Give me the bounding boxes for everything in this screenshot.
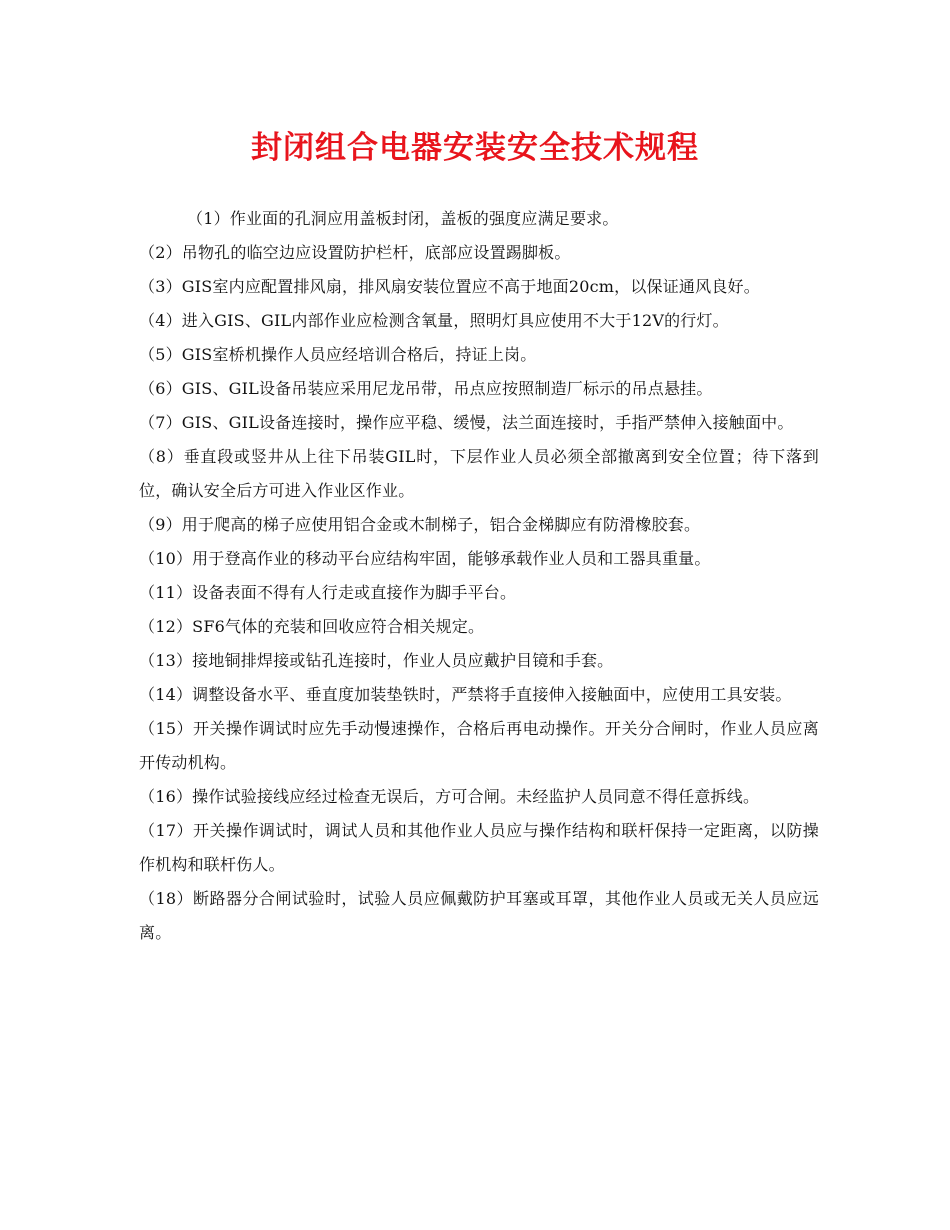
paragraph-4: （4）进入GIS、GIL内部作业应检测含氧量，照明灯具应使用不大于12V的行灯。 [139,311,729,330]
document-title: 封闭组合电器安装安全技术规程 [251,130,699,166]
paragraph-9: （9）用于爬高的梯子应使用铝合金或木制梯子，铝合金梯脚应有防滑橡胶套。 [139,515,701,534]
paragraph-5: （5）GIS室桥机操作人员应经培训合格后，持证上岗。 [139,345,537,364]
paragraph-15: （15）开关操作调试时应先手动慢速操作，合格后再电动操作。开关分合闸时，作业人员应离开传动机构。 [139,719,819,772]
paragraph-2: （2）吊物孔的临空边应设置防护栏杆，底部应设置踢脚板。 [139,243,571,262]
paragraph-12: （12）SF6气体的充装和回收应符合相关规定。 [139,617,485,636]
paragraph-7: （7）GIS、GIL设备连接时，操作应平稳、缓慢，法兰面连接时，手指严禁伸入接触面中。 [139,413,794,432]
paragraph-11: （11）设备表面不得有人行走或直接作为脚手平台。 [139,583,517,602]
paragraph-1: （1）作业面的孔洞应用盖板封闭，盖板的强度应满足要求。 [187,209,619,228]
paragraph-14: （14）调整设备水平、垂直度加装垫铁时，严禁将手直接伸入接触面中，应使用工具安装。 [139,685,792,704]
paragraph-16: （16）操作试验接线应经过检查无误后，方可合闸。未经监护人员同意不得任意拆线。 [139,787,760,806]
document-body [139,202,819,950]
paragraph-18: （18）断路器分合闸试验时，试验人员应佩戴防护耳塞或耳罩，其他作业人员或无关人员应远离。 [139,889,819,942]
paragraph-10: （10）用于登高作业的移动平台应结构牢固，能够承载作业人员和工器具重量。 [139,549,711,568]
paragraph-17: （17）开关操作调试时，调试人员和其他作业人员应与操作结构和联杆保持一定距离，以防操作机构和联杆伤人。 [139,821,819,874]
paragraph-13: （13）接地铜排焊接或钻孔连接时，作业人员应戴护目镜和手套。 [139,651,614,670]
paragraph-3: （3）GIS室内应配置排风扇，排风扇安装位置应不高于地面20cm，以保证通风良好。 [139,277,760,296]
paragraph-6: （6）GIS、GIL设备吊装应采用尼龙吊带，吊点应按照制造厂标示的吊点悬挂。 [139,379,713,398]
paragraph-8: （8）垂直段或竖井从上往下吊装GIL时，下层作业人员必须全部撤离到安全位置；待下落到位，确认安全后方可进入作业区作业。 [139,447,819,500]
